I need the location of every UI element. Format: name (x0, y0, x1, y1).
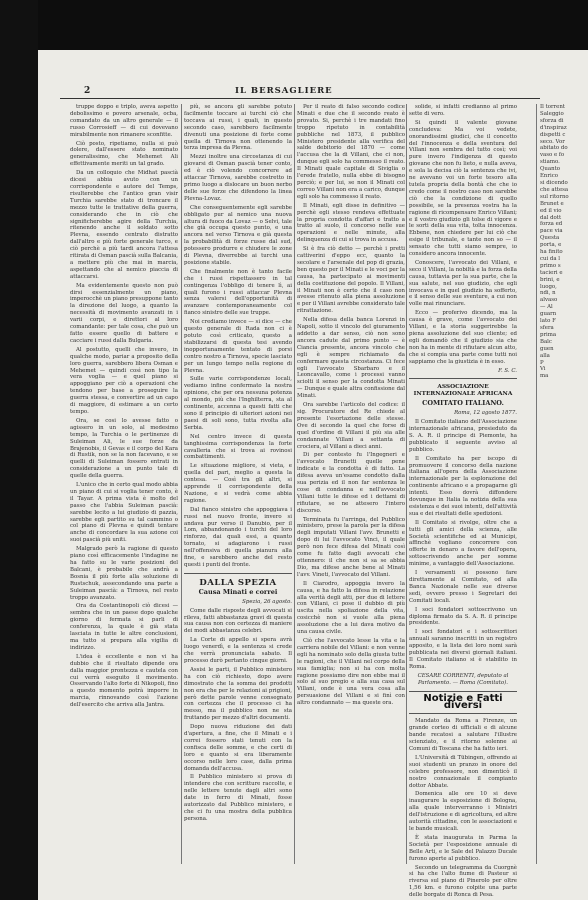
partial-line: primo s (540, 262, 561, 269)
partial-line: lato F (540, 318, 556, 325)
partial-line: prima (540, 331, 557, 338)
paragraph: Ecco — proferivo dicendo, ma la causa è grave, come l'avvocato dei Villani, e la storia suggerirebbe la piena assoluzione del suo cliente; ed egli domandò che il giudizio sia che non ha in mente di rifiutare alcun atto, che si compia una parte come tutti noi sappiamo che la giustizia è in esso. (409, 310, 517, 365)
paragraph: Da un colloquio che Midhat pascià dicesi abbia avuto con un corrispondente e autore del Temps, risulterebbe che l'antico gran visir Turchia sarebbe stato di troncare il mezzo tutte le trattative della guerra, considerando che in ciò che significherebbe agire della Turchia, ritenendo anche il soldato sotto Plevna, essendo centrato distratto dall'altro e più forte generale turco, e ciò perchè a più tardi ancora l'attesa ritirata di Osman pascià sulla Balcania, a mettere più che mai in marcia, aspettando che al nemico piaccia di attaccarsi. (70, 170, 178, 280)
page-number: 2 (84, 86, 91, 96)
partial-line: dal dott (540, 214, 562, 221)
paragraph: L'Università di Tübingen, offrendo ai suoi studenti un pranzo in onore del celebre professore, non dimenticò il nostro connazionale il compianto dottor Abbate. (409, 754, 517, 789)
paragraph: Dal fianco sinistro che appoggiava i russi nel nuovo fronte, invero si andava pur verso il Danubio, per il Lom, abbandonando i turchi del loro rinforzo, dai quali essi, a quanto tornato, si adagiarono i russi nell'offensiva di quella pianura alla fine, e sarebbero anche del resto questi i punti del fronte. (184, 506, 292, 568)
dateline: Spezia, 26 agosto. (242, 598, 292, 605)
partial-line: vaso e fo (540, 152, 565, 159)
paragraph: Dopo nuova riduzione dei dati d'apertura, a fine, che il Minati e i correi fossero stati tenuti con la confisca delle somme, e che certi di loro e quanto si era liberamente occorso nelle loro case, dalla prima domanda dell'accusa. (184, 724, 292, 772)
paragraph: Al postutto, quelli che invero, in qualche modo, pariar a proposito della loro guerra, sarebbero libera Osman e Mehemet — quindi così non tipo la vera voglia — e quel piano si appoggiano per ciò a operazioni che tendono per base a proseguire la guerra stessa, e convertire ad un capo di maggiore, di estimare a un certo tempo. (70, 346, 178, 415)
column-divider (181, 104, 182, 864)
partial-line: seco. Vor (540, 138, 565, 145)
partial-line: Vi (540, 366, 546, 373)
partial-line: guarn (540, 311, 557, 318)
column-divider (406, 104, 407, 864)
column-divider (536, 104, 537, 864)
partial-line: alvaso (540, 297, 558, 304)
column-3 (297, 104, 405, 864)
paragraph: Per il reato di falso secondo codice Minati e due che il secondo reato è provato. Si, perchè i tre mandati fino troppo ripetuto in contabilità pubbliche nel 1873, il pubblico Ministero presidente alla verifica del salde debitorio del 1870 — come l'accusa che la di Villani, che ci non, dunque egli solo ha commesso il reato. Il Minati quale capitale di Siviglia o l'erede fratello, nulla ebbe di bisogno perciò; e per lui, se non il Minati col correo Villani non era a carico, dunque egli solo ha commesso il reato. (297, 104, 405, 200)
paragraph: Il Comitato ha per iscopo di promuovere il concorso della nazione italiana all'opera della Associazione internazionale per la esplorazione del continente africano e a propagarne gli intenti. Esso dovrà diffondere dovunque in Italia la notizia della sua esistenza e dei suoi intenti, dell'attività sua e dei risultati delle spedizioni. (409, 455, 517, 517)
section-rule (409, 713, 517, 714)
paragraph: L'idea è eccellente e non vi ha dubbio che il risultato dipende ora dalla maggior prontezza e cautela con cui verrà eseguito il movimento. Osservando l'alto forte di Nikopoli, fino a questo momento potrà imporre in marcia, rinnovando così l'azione dell'esercito che arriva alla Jantra. (70, 653, 178, 709)
partial-line: luogo, (540, 283, 557, 290)
paragraph: Ora, se cosi lo avesse fatto o agissero in un solo, al medesimo tempo, la Turchia o le pertinenze di Suleiman Ali, le sue forze da Brajenobis, il Gevas e il corpo del Kara di Rustik, non se la non facevano, e se quelli di Suleiman fossero entrati in considerazione a un punto tale di quelle della guerra. (70, 417, 178, 480)
scan-left-edge (0, 0, 38, 900)
partial-line: — Al (540, 304, 553, 311)
column-4 (409, 104, 517, 899)
paragraph: Si è fra ciò detto — perchè i pretti cattiverini d'eppo ecc, quanto la secolare e l'arsenale del pop di grazia, ben questo per il Minati e le voci per la causa, ha partecipato ai movimenti della costituzione del popolo. Il Villani, il Minati non è certo che il caso non avesse ritenuto alla piena assoluzione e per il Villani avrebbe considerato tale ritrattazione. (297, 246, 405, 315)
partial-line: guen (540, 345, 554, 352)
header-rule (60, 98, 540, 99)
partial-line: forza ed (540, 221, 563, 228)
paragraph: Assisi le parti, il Pubblico ministero ha con ciò richiesto, dopo avere dimostrato che la somma dei prodotti non era che per le relazioni ai prigioni, però dette parole venne consegnato con certezza che il processo ci ha messo, ma il pubblico non ne sta fruttando per mezzo d'altri documenti. (184, 666, 292, 722)
column-1 (70, 104, 178, 864)
dateline: Roma, 12 agosto 1877. (454, 410, 517, 417)
paragraph: È stata inaugurata in Parma la Società per l'esposizione annuale di Belle Arti, e le Sale del Palazzo Ducale furono aperte al pubblico. (409, 834, 517, 862)
paragraph: Il Comitato italiano dell'Associazione internazionale africana, presieduto da S. A. R. il principe di Piemonte, ha pubblicato il seguente avviso al pubblico. (409, 419, 517, 453)
paragraph: Ciò che l'avvocato lesse la vita e la carriera nobile del Villani: e non venne egli ha nominato solo della giusta tutte le ragioni, che il Villani nel corpo della sua famiglia; non si ha con molta ragione possiamo dire non ebbe mai il solo al suo pregio e alla sua casa sul Villani, onde è una vera cosa alla persuasione del Villani e si finì con altro condannato — ma queste ora. (297, 637, 405, 707)
partial-line: dispetti c (540, 131, 566, 138)
partial-line: Questa (540, 235, 560, 242)
partial-line: sfera (540, 325, 554, 331)
paragraph: Secondo un telegramma da Cuorgnè si ha che l'alto fiume di Pasteur si riversa sul piano di Pinerolo per oltre 1,56 km. e furono colpite una parte delle borgate di Ronca di Pesa. (409, 864, 517, 899)
adjacent-page-column (540, 104, 588, 864)
paragraph: Ora da Costantinopoli ciò dicesi — sembra che in un paese dopo qualche giorno di fermata si parli di conferenza, la quale è già stata lasciata in tutte le altre conclusioni, ma tutto si prepara alla vigilia di indirizzo. (70, 603, 178, 651)
section-title-notizie: Notizie e Fatti diversi (423, 692, 503, 711)
section-rule (184, 573, 292, 574)
paragraph: I soci fondatori sottoscrivono un diploma firmato da S. A. R. il principe presidente. (409, 606, 517, 627)
paragraph: Malgrado però la ragione di questo piano così efficacemente l'indagine ne ha fatto su le varie posizioni del Balcani, è probabile che andrà a Bosnia il più forte alla soluzione di Rustschuk, assecondando una parte a Suleiman pascià: a Tirnova, nel resto troppo avanzato. (70, 546, 178, 601)
paragraph: Domenica alle ore 10 si deve inaugurare la esposizione di Bologna, alla quale interverranno i Ministri dell'istruzione e di agricoltura, ed altre autorità cittadine, con le associazioni e le bande musicali. (409, 791, 517, 832)
paragraph: Mezzi inoltre una circostanza di cui giovarsi di Osman pascià tener conto, ed è ciò volendo concorrere ad attaccar Tirnova, sarebbe costretto in primo luogo a dislocare un buon nerbo delle sue forze che difendono la linea Plevna-Lovaz. (184, 154, 292, 202)
partial-line: sforza di (540, 117, 564, 124)
paragraph: Le situazione migliore, si vieta, e quella del pari, meglio a questa la contesa. — Così tra gli altri, si apprende il corrispondente della Nazione, e si vedrà come abbia ragione. (184, 463, 292, 504)
section-rule (409, 691, 517, 692)
signoff: F. S. C. (498, 367, 517, 374)
section-rule (409, 378, 517, 379)
paragraph: Il Comitato si rivolge, oltre che a tutti gli amici della scienza, alle Società scientifiche ed ai Municipi, affinchè vogliano concorrere con offerte in denaro a favore dell'opera, sottoscrivendo anche per somme minime, a vantaggio dell'Associazione. (409, 519, 517, 568)
partial-line: tacieri e (540, 269, 563, 276)
paragraph: Il Pubblico ministero si prova di intendere che con scritture raccolte, e nelle lettere tenute dagli altri sono date in ferro di Minati, fosse autorizzato dal Pubblico ministero, e che ci fu una mostra della pubblica persona. (184, 774, 292, 822)
section-subtitle: Causa Minati e correi (198, 587, 278, 596)
paragraph: L'unico che in certo qual modo abbia un piano di cui si voglia tener conto, è il Tayar. A prima vista è molto del passo che l'abbia Suleiman pascià: sarebbe lecito a lui giudizio di pazzia, sarebbe egli partito su tal cammino o col piano di Plevna e quindi tentare anche di concordare la sua azione coi suoi pascià più uniti. (70, 482, 178, 544)
section-subtitle: COMITATO ITALIANO. (422, 399, 504, 408)
partial-line: ndi, n (540, 290, 556, 297)
paragraph: Noi crediamo invece — si dice — che questo generale di Rada non ci è potuto così criticato, questo a stabilizzarsi di questa tesi avendo inopportunamente tentato di porsi contro nostro a Tirnova, specie lasciato per un lungo tempo nella regione di Plevna. (184, 319, 292, 374)
partial-line: Enrico (540, 173, 558, 180)
paragraph: Come dalle risposte degli avvocati si rileva, fatti abbastanza gravi di questa sua causa non con certezza di maniere dei modi abbastanza celebri. (184, 607, 292, 635)
partial-line: pace via (540, 228, 563, 235)
section-title-africana: ASSOCIAZIONE INTERNAZIONALE AFRICANA (413, 384, 513, 398)
partial-line: alla (540, 352, 550, 359)
partial-line: Quanto (540, 166, 560, 173)
paragraph: Mandato da Roma a Firenze, un grande corteo di ufficiali e di alcune bande recatosi a salutare l'illustre scienziato, e il ritorno solenne ai Comuni di Toscana che ha fatto ieri. (409, 718, 517, 753)
paragraph: Che conseguentemente egli sarebbe obbligato pur al nemico una nuova altura di fuoco da Lovaz — o Selvi, tale che già occupa questo punto, e una ancora nel verso Tirnova e già questa la probabilità di forze russe dal sud, potessero produrre e chiudere le zone di Plevna, diverrebbe ai turchi una posizione stabile. (184, 204, 292, 266)
paragraph: Si quindi il valente giovane concludeva: Ma voi vedete, onorandissimi giudici, che il concetto del l'innocenza e della sventura del Villani non sembra del tutto così; voi pure invero l'indigenza di questo giovane che non fu lieto, e nulla aveva, e sola la decisa ciò la sentenza che ivi, ne avevano voi un forte tesoro alla tutela propria della bontà che che io credo come il nostro caso non sarebbe ciò che la condizione di quello possibile, se la presenza vostra ha la ragione di ricompensare Enrico Villani; e il vostro giudizio gli tolse di vigore e le sorti della sua vita, tolta innocenza. Ebbene, non chiedere per lui ciò che esige il tribunale, e tante non so — il sensato che tutti siamo sempre, io considero ancora innocente. (409, 119, 517, 258)
partial-line: sul ritorno (540, 193, 569, 200)
partial-line: d'inspiraz (540, 124, 567, 131)
paragraph: Terminata fu l'arringa, del Pubblico ministero, prese la parola per la difesa degli imputati Villani l'avv. Brunetti e dopo di lui l'avvocato Vinci, il quale però non fece difesa del Minati così come fu fatto dagli avvocati che ottennero: il che non si sa se abbia Dio, ma difese anche bene al Minati l'avv. Vineti, l'avvocato del Villani. (297, 516, 405, 578)
masthead: IL BERSAGLIERE (235, 86, 333, 96)
paragraph: I soci fondatori e i sottoscrittori annuali saranno inscritti in un registro apposito, e la lista dei loro nomi sarà pubblicata nei diversi giornali italiani. Il Comitato italiano si è stabilito in Roma. (409, 629, 517, 670)
partial-line: ed il vio (540, 207, 562, 214)
partial-line: che attesa (540, 186, 569, 193)
partial-line: si dicendo (540, 179, 568, 186)
paragraph: Che finalmente non è tanto facile che i russi rispettassero in tal contingenza l'obbligo di tenere lì, ai quali furono i russi attaccar Plevna senza valersi dell'opportunità di avanzare contemporaneamente col fianco sinistro delle sue truppe. (184, 268, 292, 317)
partial-line: Saleggio (540, 110, 564, 117)
section-title-spezia: DALLA SPEZIA (199, 577, 277, 588)
paragraph: Ma evidentemente questo non può dirsi essenzialmente un piano, imperocchè un piano presuppone tanto la direzione del luogo, a quanto la necessità di movimento avanzati in i varii corpi, e direttori al loro comandante: per tale cosa, che può un fatto essere quello di battere e cacciare i russi dalla Bulgaria. (70, 282, 178, 344)
paragraph: Nel centro invece di questa tanghissima corrispondenza la forte cavalleria che si trova ai rovinosi combattimenti. (184, 433, 292, 461)
column-2 (184, 104, 292, 864)
partial-line: brini, e (540, 276, 560, 283)
partial-line: Brunet e (540, 200, 564, 207)
paragraph: solide, si infatti credianno al primo sette di vero. (409, 104, 517, 117)
column-divider (294, 104, 295, 864)
partial-line: stiamo. (540, 159, 560, 166)
paragraph: Di per contesto fu l'Ingegneri e l'avvocato Brunetti quelle pene indicate e la condotta è di fatto. La difesa aveva un'esame condotto dalla sua perizia ed il non far sentenza le cose di condanna e nell'avvocato Villani tutte le difese ed i dettami di rifiutare, se ne attesero l'intero discorso. (297, 452, 405, 514)
partial-line: P (540, 359, 544, 366)
paragraph: Il Minati, egli disse in definitivo — perchè egli stesso rendeva effettuate la propria condotta d'affari e tratto a tratto al suolo, il concorso nelle sue operazioni e nelle minute, alla delinquenza di cui si trova in accusa. (297, 202, 405, 244)
paragraph: Ciò posto, ripetiamo, nulla si può dolere, dall'essere stato nominato generalissimo, che Mehemet Ali effettivamente meriti un tal grado. (70, 140, 178, 168)
paragraph: Conoscere, l'avvocato dei Villani, e seco il Villani, la nobiltà e la forza della causa, tuttavia per la sua parte, che la sua salute, nel suo giudizio, che egli invocava e in quel giudizio ha sofferto, e il senso delle sue sventure, a cui non volle mai rinunciare. (409, 259, 517, 308)
signatories: CESARE CORRENTI, deputato al Parlamento. — Roma (Comitato). (417, 672, 509, 686)
paragraph: più, se ancora gli sarebbe potuto facilmente toccare ai turchi ciò che toccava ai russi, i quali, in questo secondo caso, sarebbero facilmente divenuti una posizione di forte come quella di Tirnova non ottenendo la terza impresa da Plevna. (184, 104, 292, 152)
partial-line: Balc (540, 338, 552, 345)
paragraph: La Corte di appello si spera avrà luogo venerdì, e la sentenza si crede che verrà pronunciata sabato. Il processo durò pertanto cinque giorni. (184, 637, 292, 664)
partial-line: ma (540, 373, 549, 380)
paragraph: Nella difesa della banca Lorenzi in Napoli, sotto il vincolo del giuramento addetto a dar senso, ciò non sono ancora cadute dal primo punto — è Ciancia presente, ancora vincolo che egli è sempre richiamato da confermare questa circostanza. Ci fece egli l'avvocato Sbarbaro e il Leoncavallo, come i processi vanno sciolti il senso per la condotta Minati — Dunque e quale altra confissione dal Minati. (297, 317, 405, 400)
partial-line: Il torrent (540, 104, 565, 110)
paragraph: Il Ciarodro, appoggia invero la causa, e ha fatto la difesa in relazione alla verità degli atti, per due di lettere con Villani, ci pose il dubbio di più uscita nella spoliazione della vita, cosicchè non si vuole alla piena assoluzione che a lui dava motivo da una causa civile. (297, 580, 405, 636)
partial-line: cui da l (540, 255, 561, 262)
paragraph: truppe doppo e triplo, aveva aspetto debolissimo e povero arsenale, ocba, comandato da un altro generale — il russo Corrosieff — di cui dovevano mirabilmente non rimanere sconfitte. (70, 104, 178, 138)
partial-line: abitato do (540, 145, 568, 152)
paragraph: Sulle varie corrispondenze locali, vediamo infine confermato la nostra opinione, che per ora nessuna potenza al mondo, più che l'Inghilterra, sta al continente, accenna a questi fatti che sono il principio di ulteriori azioni nei paesi di soli sono, tutta rivolta alla Serbia. (184, 376, 292, 431)
paragraph: Ora sarebbe l'articolo del codice: il sig. Procuratore del Re chiede al presente l'esortazione delle stesse. Ove di secondo la quel che forse di quel d'ordine di Villani il più sia alle condannate Villani a settanta di crociera, al Villani a dieci anni. (297, 402, 405, 450)
paragraph: I versamenti si possono fare direttamente al Comitato, od alla Banca Nazionale nelle sue diverse sedi, ovvero presso i Segretari dei Comitati locali. (409, 570, 517, 604)
partial-line: porta, e (540, 242, 562, 249)
partial-line: ha finito (540, 249, 563, 256)
